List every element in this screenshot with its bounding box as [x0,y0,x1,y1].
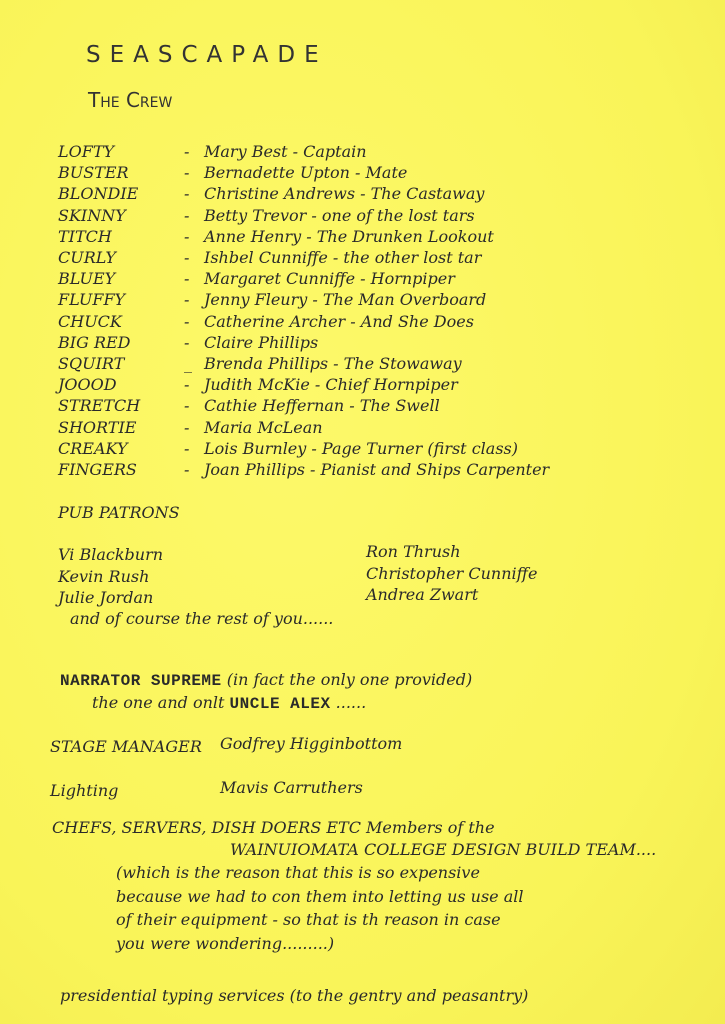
crew-dash: - [184,290,190,310]
crew-row [58,226,549,247]
crew-row [58,353,549,374]
lighting-label: Lighting [50,781,119,800]
crew-dash: - [184,332,190,352]
crew-role: Catherine Archer - And She Does [204,311,474,331]
crew-row [58,395,549,416]
crew-dash: - [184,417,190,437]
crew-dash: - [184,226,190,246]
footer-credit: presidential typing services (to the gentry and peasantry) [60,986,529,1005]
crew-role: Claire Phillips [204,332,319,352]
narrator-post: ...... [335,693,367,712]
crew-role: Cathie Heffernan - The Swell [204,396,440,416]
narrator-name: UNCLE ALEX [229,695,331,713]
crew-nickname: CREAKY [58,438,128,458]
note-line: because we had to con them into letting us use all [116,886,524,906]
patron-name: Andrea Zwart [366,585,479,604]
crew-row [58,332,549,353]
crew-nickname: BIG RED [58,332,131,352]
crew-role: Maria McLean [204,417,323,437]
crew-nickname: LOFTY [58,142,115,161]
note-line: (which is the reason that this is so expensive [116,863,480,882]
crew-dash: - [184,142,190,161]
chefs-line-2: WAINUIOMATA COLLEGE DESIGN BUILD TEAM.... [230,840,657,859]
crew-nickname: SHORTIE [58,417,137,437]
narrator-aside: (in fact the only one provided) [226,670,473,689]
crew-role: Lois Burnley - Page Turner (first class) [204,438,518,458]
lighting-line [50,778,363,800]
program-title: SEASCAPADE [86,42,328,68]
stage-manager-line [50,734,403,756]
crew-row [58,247,549,268]
crew-role: Betty Trevor - one of the lost tars [204,205,475,225]
crew-role: Joan Phillips - Pianist and Ships Carpenter [204,460,550,480]
patron-name: Kevin Rush [58,566,150,586]
patron-name: Vi Blackburn [58,545,164,564]
crew-role: Anne Henry - The Drunken Lookout [204,226,494,246]
crew-nickname: FLUFFY [58,290,126,310]
crew-row [58,438,549,459]
patron-name: Christopher Cunniffe [366,563,538,583]
crew-role: Bernadette Upton - Mate [204,163,408,183]
crew-row [58,289,549,310]
note-line: you were wondering.........) [116,933,335,953]
crew-row [58,162,549,183]
stage-manager-label: STAGE MANAGER [50,737,202,756]
narrator-label: NARRATOR SUPREME [60,672,222,690]
crew-nickname: FINGERS [58,460,137,480]
crew-dash: - [184,163,190,183]
crew-row [58,311,549,332]
crew-nickname: STRETCH [58,396,141,416]
crew-dash: - [184,460,190,480]
crew-row [58,141,549,162]
crew-nickname: CHUCK [58,311,122,331]
crew-dash: - [184,438,190,458]
crew-nickname: BLUEY [58,269,116,289]
crew-role: Judith McKie - Chief Hornpiper [204,375,458,395]
crew-row [58,459,549,480]
crew-row [58,417,549,438]
crew-role: Margaret Cunniffe - Hornpiper [204,269,455,289]
crew-role: Brenda Phillips - The Stowaway [204,354,462,374]
crew-dash: - [184,248,190,268]
crew-row [58,374,549,395]
crew-row [58,183,549,204]
narrator-line-2 [92,693,366,713]
crew-dash: - [184,184,190,204]
chefs-note [116,861,524,955]
lighting-value: Mavis Carruthers [220,778,363,797]
crew-dash: - [184,396,190,416]
patron-name: Ron Thrush [366,542,461,561]
crew-nickname: BUSTER [58,163,129,183]
crew-role: Christine Andrews - The Castaway [204,184,485,204]
pub-patrons-heading: PUB PATRONS [58,503,180,522]
crew-nickname: TITCH [58,226,112,246]
crew-dash: - [184,205,190,225]
narrator-pre: the one and onlt [92,693,225,712]
chefs-line-1: CHEFS, SERVERS, DISH DOERS ETC Members of the [52,818,495,837]
crew-dash: - [184,311,190,331]
crew-role: Jenny Fleury - The Man Overboard [204,290,487,310]
crew-role: Mary Best - Captain [204,142,367,161]
narrator-line-1 [60,670,472,690]
pub-patrons-right [366,541,537,606]
crew-dash: - [184,269,190,289]
patron-name: Julie Jordan [58,588,154,607]
stage-manager-value: Godfrey Higginbottom [220,734,403,753]
crew-nickname: JOOOD [58,375,117,395]
pub-patrons-left [58,544,163,609]
crew-row [58,268,549,289]
crew-row [58,205,549,226]
note-line: of their equipment - so that is th reason in case [116,910,501,929]
crew-role: Ishbel Cunniffe - the other lost tar [204,248,482,268]
crew-nickname: SQUIRT [58,354,125,374]
crew-nickname: BLONDIE [58,184,139,204]
crew-dash: - [184,375,190,395]
crew-nickname: SKINNY [58,205,126,225]
crew-dash: _ [184,354,192,374]
pub-patrons-more: and of course the rest of you...... [70,609,334,628]
crew-heading: The Crew [88,88,173,112]
crew-list [58,141,549,480]
crew-nickname: CURLY [58,248,116,268]
